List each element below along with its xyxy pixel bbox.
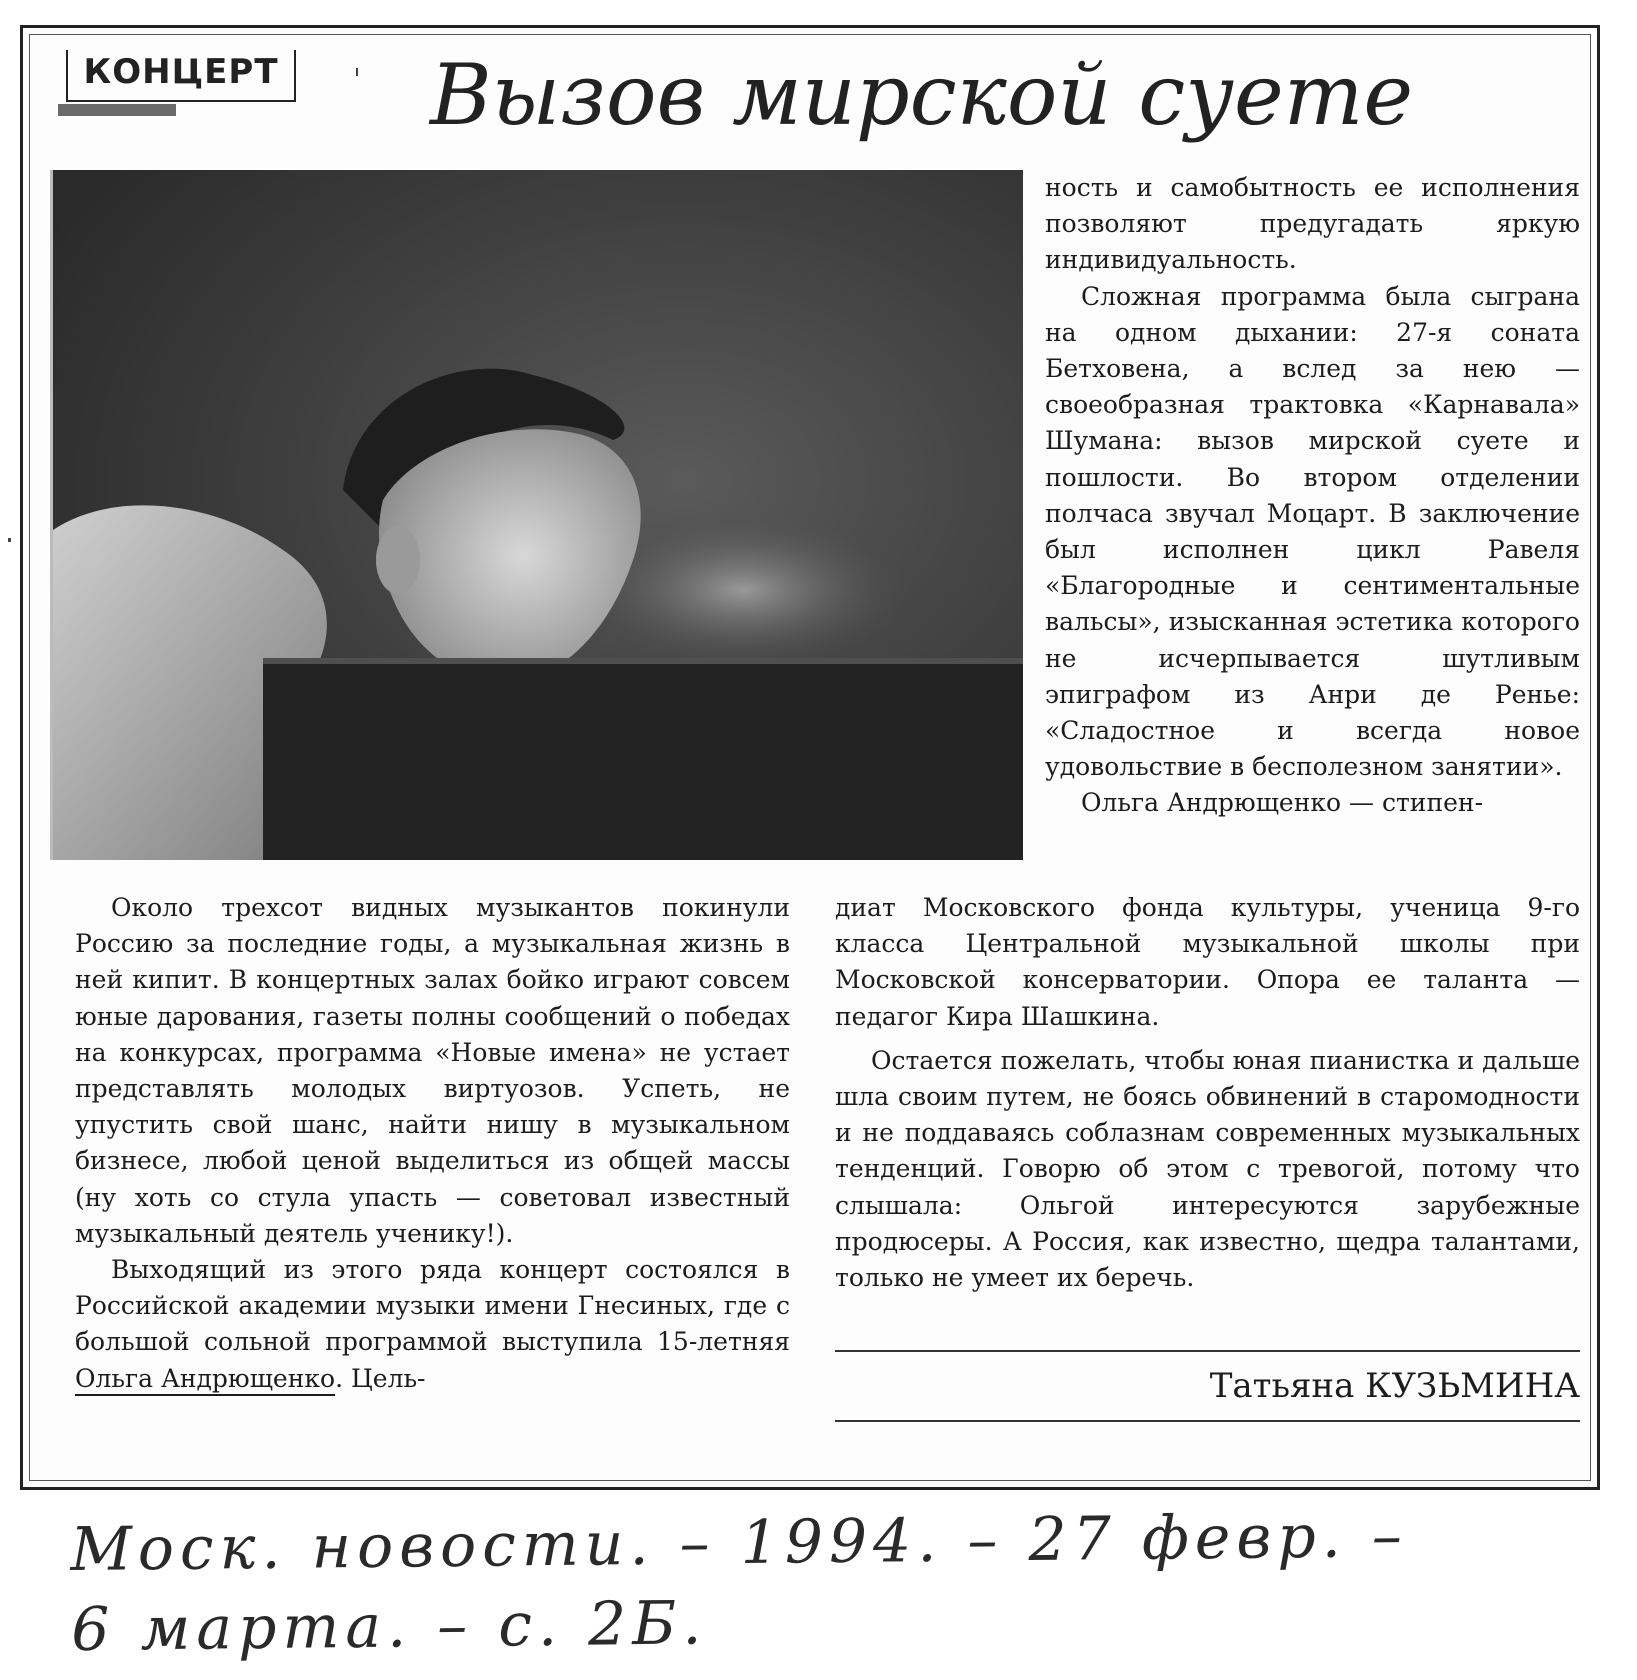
rubric-box — [66, 50, 296, 102]
column-right-bottom — [835, 890, 1580, 1296]
speck-mark — [356, 68, 358, 76]
paragraph: Ольга Андрющенко — стипен- — [1081, 788, 1484, 818]
handwritten-citation — [70, 1494, 1572, 1670]
paragraph-with-name — [75, 1252, 790, 1397]
byline-rule-bottom — [835, 1420, 1580, 1422]
speck-mark — [8, 538, 11, 542]
article-photo — [50, 170, 1023, 860]
paragraph: Остается пожелать, чтобы юная пианистка и дальше шла своим путем, не боясь обвинений в старомодности и не поддаваясь соблазнам современных музыкальных тенденций. Говорю об этом с тревогой, потому что слышала: Ольгой интересуются зарубежные продюсеры. А Россия, как известно, щедра талантами, только не умеет их беречь. — [835, 1045, 1580, 1293]
photo-ear — [376, 526, 420, 594]
byline: Татьяна КУЗЬМИНА — [1209, 1366, 1580, 1406]
photo-piano — [263, 660, 1023, 860]
rubric-label: КОНЦЕРТ — [83, 52, 279, 92]
column-left — [75, 890, 790, 1397]
photo-illustration — [53, 170, 1023, 860]
paragraph: ность и самобытность ее исполнения позволяют предугадать яркую индивидуальность. — [1045, 173, 1580, 275]
byline-rule-top — [835, 1350, 1580, 1352]
paragraph: диат Московского фонда культуры, ученица 9-го класса Центральной музыкальной школы при Московской консерватории. Опора ее таланта — педагог Кира Шашкина. — [835, 893, 1580, 1031]
pianist-name: Ольга Андрющенко — [75, 1363, 336, 1393]
paragraph: Сложная программа была сыграна на одном дыхании: 27-я соната Бетховена, а вслед за нею — своеобразная трактовка «Карнавала» Шумана: вызов мирской суете и пошлости. Во втором отделении полчаса звучал Моцарт. В заключение был исполнен цикл Равеля «Благородные и сентиментальные вальсы», изысканная эстетика которого не исчерпывается шутливым эпиграфом из Анри де Ренье: «Сладостное и всегда новое удовольствие в бесполезном занятии». — [1045, 281, 1580, 782]
photo-piano-edge — [263, 658, 1023, 664]
rubric-bar — [58, 104, 176, 116]
handwritten-line-2: 6 марта. – с. 2Б. — [70, 1588, 708, 1665]
paragraph-tail: . Цель- — [335, 1363, 426, 1393]
handwritten-line-1: Моск. новости. – 1994. – 27 февр. – — [70, 1500, 1409, 1585]
paragraph: Около трехсот видных музыкантов покинули Россию за последние годы, а музыкальная жизнь в ней кипит. В концертных залах бойко играют совсем юные дарования, газеты полны сообщений о победах на конкурсах, программа «Новые имена» не устает представлять молодых виртуозов. Успеть, не упустить свой шанс, найти нишу в музыкальном бизнесе, любой ценой выделиться из общей массы (ну хоть со стула упасть — советовал известный музыкальный деятель ученику!). — [75, 893, 790, 1248]
column-right-top — [1045, 170, 1580, 822]
headline: Вызов мирской суете — [430, 46, 1414, 144]
paragraph-text: Выходящий из этого ряда концерт состоялся в Российской академии музыки имени Гнесиных, где с большой сольной программой выступила 15-летняя — [75, 1255, 790, 1357]
